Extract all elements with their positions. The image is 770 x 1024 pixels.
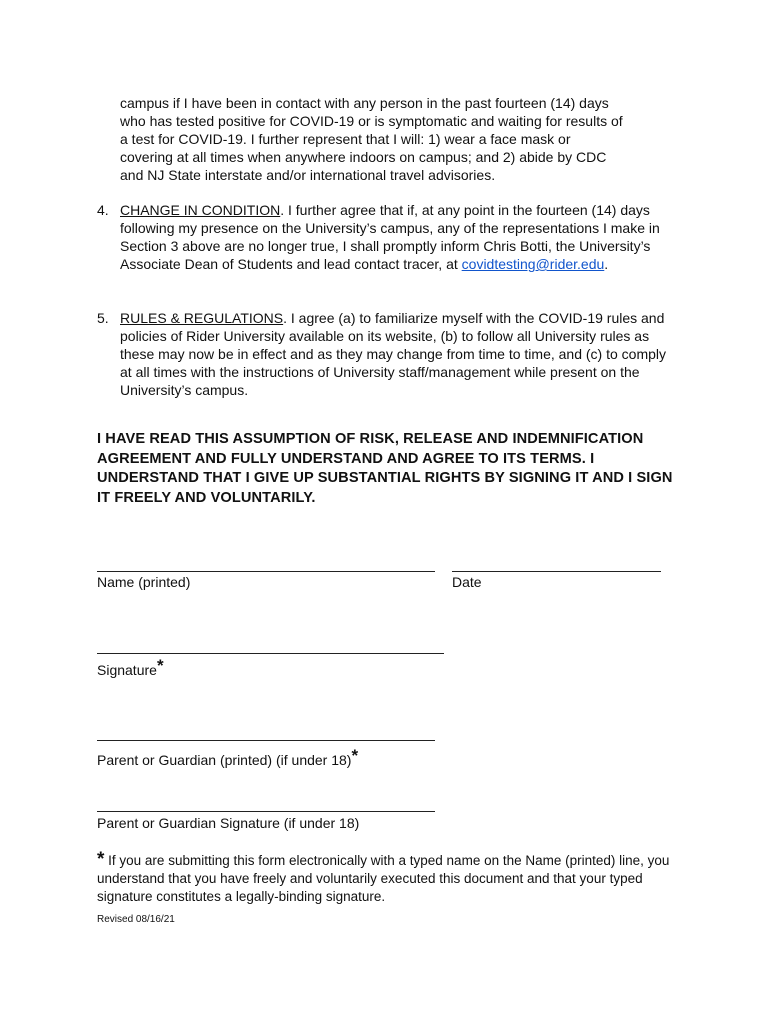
electronic-signature-footnote bbox=[97, 851, 677, 906]
contact-email-link[interactable]: covidtesting@rider.edu bbox=[461, 256, 605, 272]
revision-date: Revised 08/16/21 bbox=[97, 914, 175, 925]
section-number: 4. bbox=[97, 202, 109, 218]
section-text-tail: . bbox=[604, 256, 609, 272]
continuation-line: a test for COVID-19. I further represent that I will: 1) wear a face mask or bbox=[120, 131, 571, 147]
section-text: . I further agree that if, at any point in the fourteen (14) days following my presence on the University’s campus, any of the representations I make in Section 3 above are no longer true, I shall promptly inform Chris Botti, the University’s Associate Dean of Students and lead contact tracer, at bbox=[120, 202, 660, 272]
name-printed-label: Name (printed) bbox=[97, 574, 191, 590]
signature-label: Signature bbox=[97, 662, 157, 678]
section-heading: RULES & REGULATIONS bbox=[120, 310, 284, 326]
section-heading: CHANGE IN CONDITION bbox=[120, 202, 281, 218]
guardian-printed-label: Parent or Guardian (printed) (if under 18) bbox=[97, 752, 352, 768]
name-printed-line[interactable] bbox=[97, 571, 435, 572]
section-number: 5. bbox=[97, 310, 109, 326]
section-5-rules-regulations bbox=[97, 309, 677, 399]
guardian-printed-label-group bbox=[97, 747, 358, 769]
acknowledgement-statement: I HAVE READ THIS ASSUMPTION OF RISK, RELEASE AND INDEMNIFICATION AGREEMENT AND FULLY UNDERSTAND AND AGREE TO ITS TERMS. I UNDERSTAND THAT I GIVE UP SUBSTANTIAL RIGHTS BY SIGNING IT AND I SIGN IT FREELY AND VOLUNTARILY. bbox=[97, 431, 673, 506]
signature-line[interactable] bbox=[97, 653, 444, 654]
section-3-continuation bbox=[120, 94, 680, 184]
guardian-signature-label: Parent or Guardian Signature (if under 18) bbox=[97, 815, 360, 831]
guardian-signature-line[interactable] bbox=[97, 811, 435, 812]
signature-label-group bbox=[97, 657, 164, 679]
guardian-printed-line[interactable] bbox=[97, 740, 435, 741]
asterisk-marker: * bbox=[351, 746, 359, 765]
section-4-change-in-condition bbox=[97, 201, 677, 273]
asterisk-marker: * bbox=[156, 656, 164, 675]
continuation-line: who has tested positive for COVID-19 or is symptomatic and waiting for results of bbox=[120, 113, 623, 129]
continuation-line: covering at all times when anywhere indoors on campus; and 2) abide by CDC bbox=[120, 149, 607, 165]
date-label: Date bbox=[452, 574, 482, 590]
continuation-line: campus if I have been in contact with any person in the past fourteen (14) days bbox=[120, 95, 609, 111]
footnote-asterisk: * bbox=[97, 849, 105, 870]
section-text: . I agree (a) to familiarize myself with the COVID-19 rules and policies of Rider University available on its website, (b) to follow all University rules as these may now be in effect and as they may change from time to time, and (c) to comply at all times with the instructions of University staff/management while present on the University’s campus. bbox=[120, 310, 666, 398]
continuation-line: and NJ State interstate and/or international travel advisories. bbox=[120, 167, 496, 183]
date-line[interactable] bbox=[452, 571, 661, 572]
footnote-text: If you are submitting this form electronically with a typed name on the Name (printed) line, you understand that you have freely and voluntarily executed this document and that your typed signature constitutes a legally-binding signature. bbox=[97, 853, 670, 904]
